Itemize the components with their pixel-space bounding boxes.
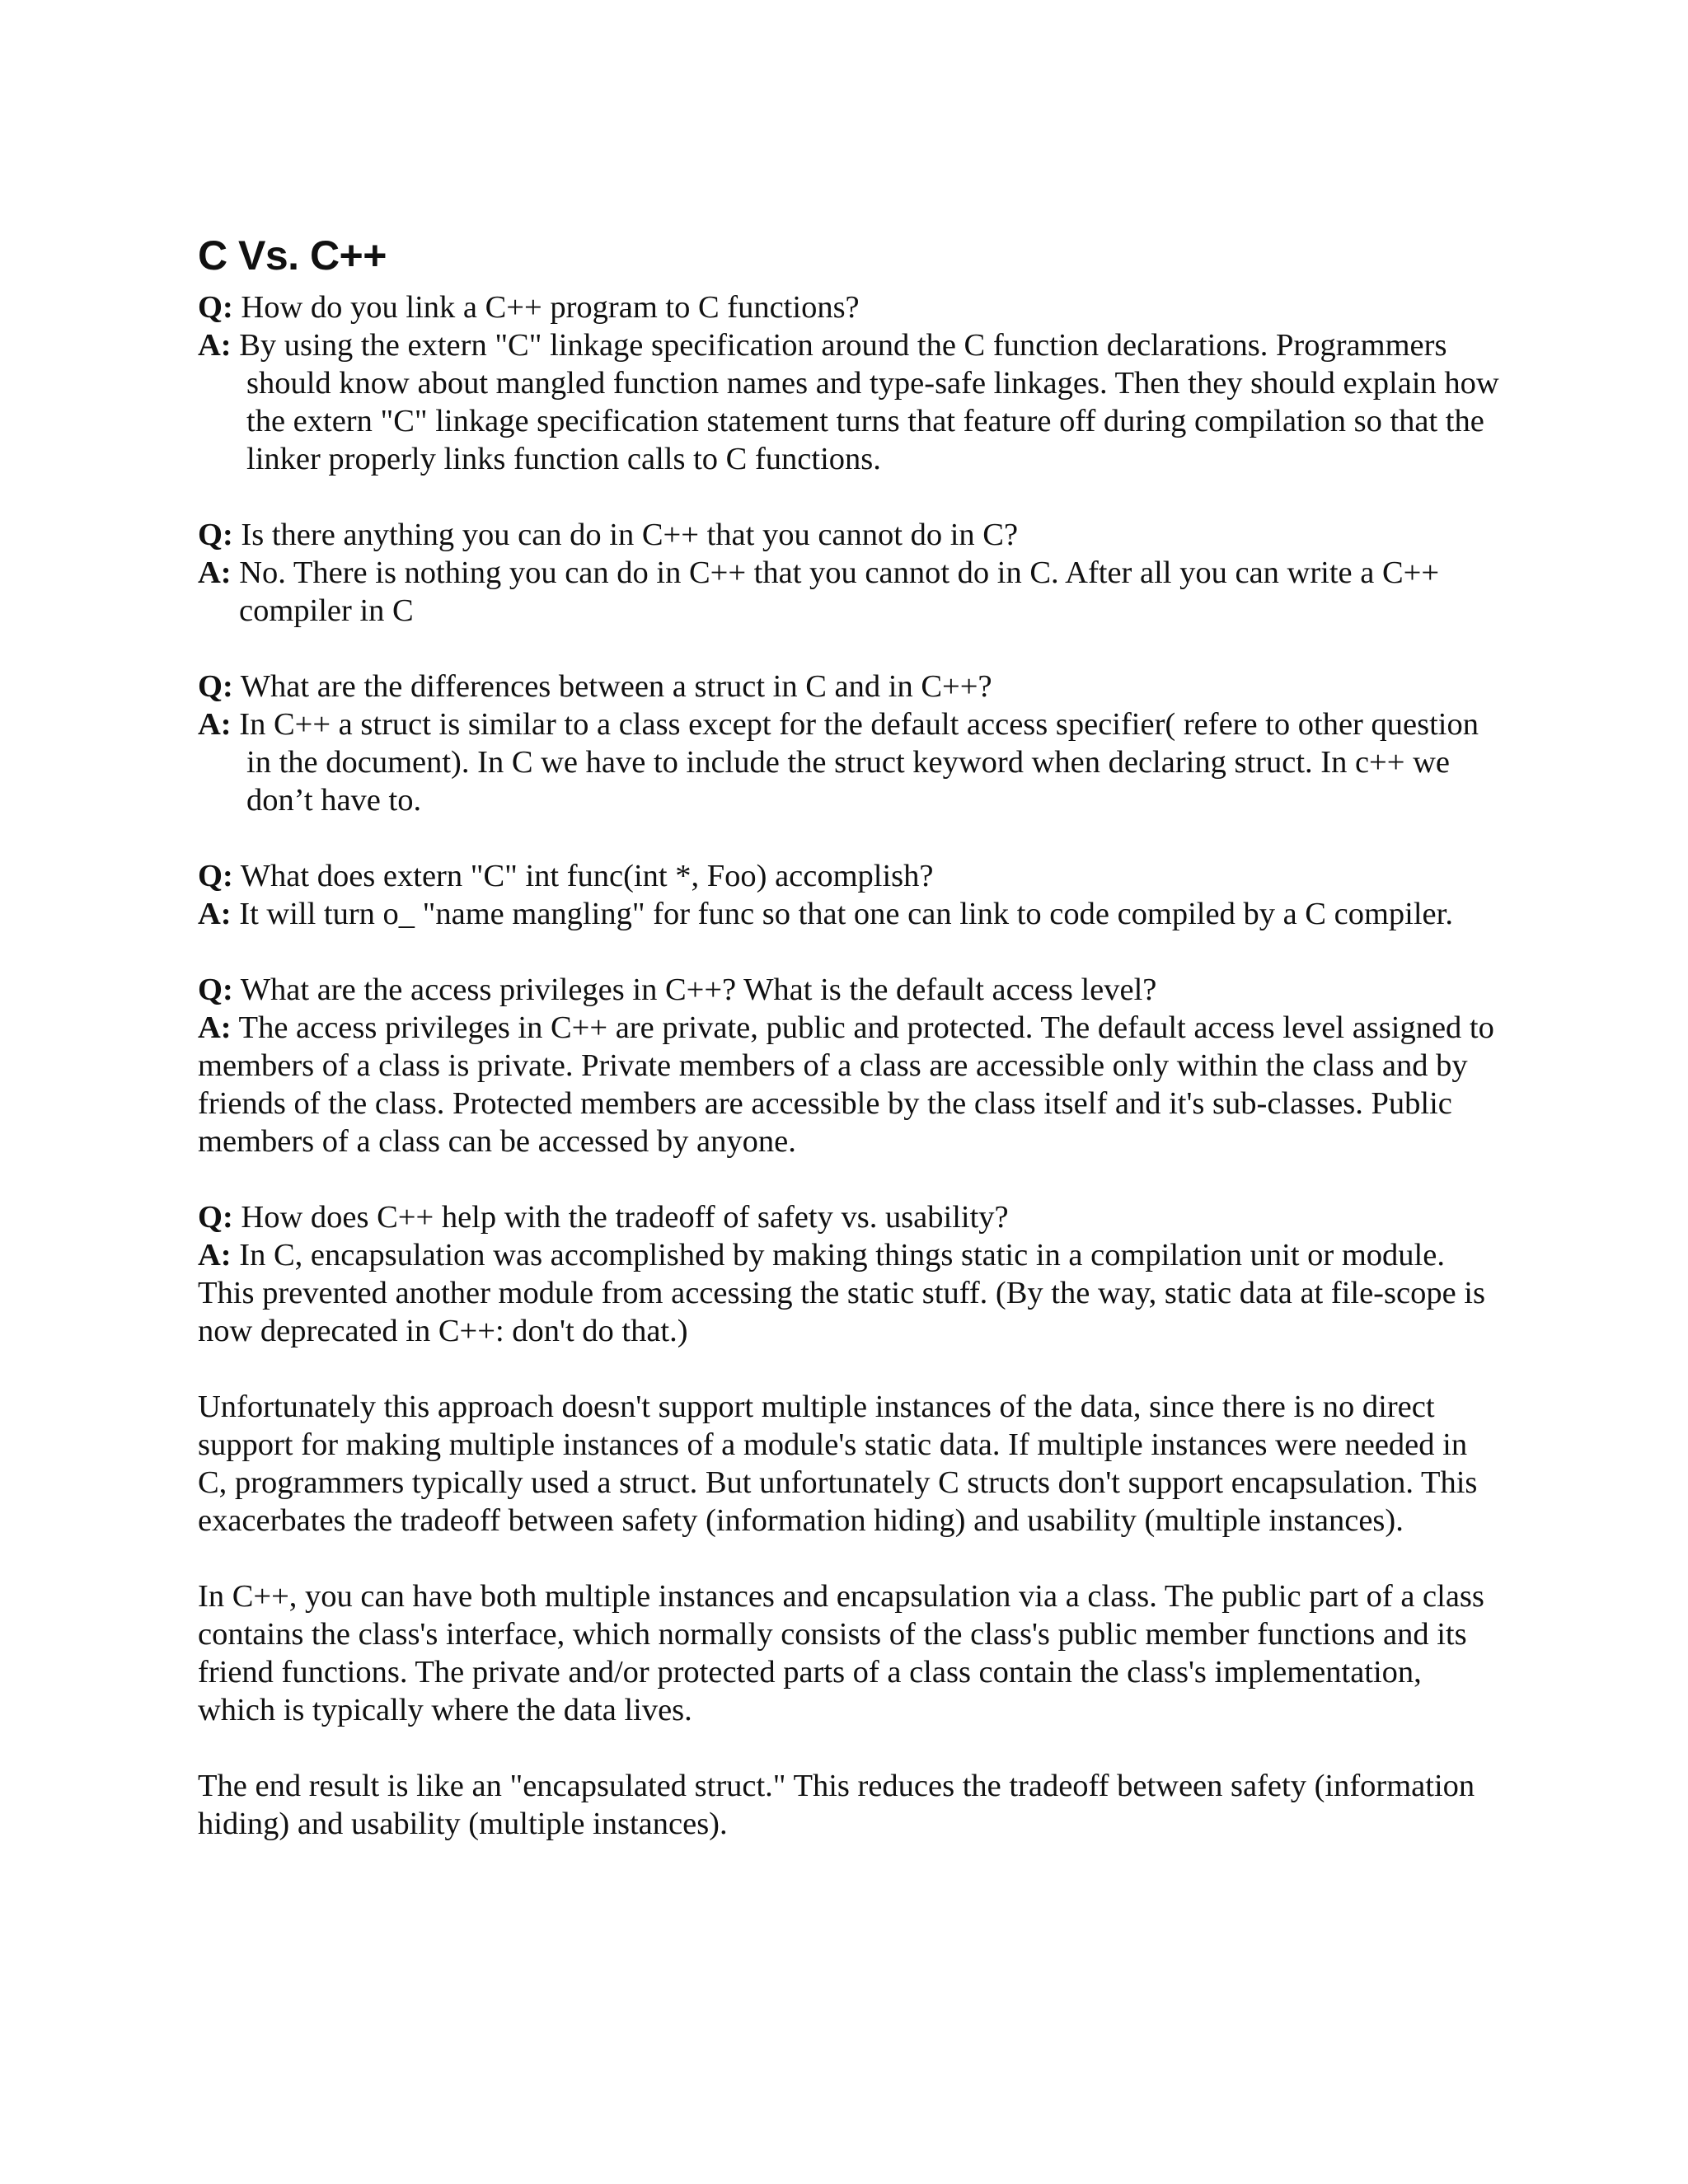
answer-text: In C, encapsulation was accomplished by making things static in a compilation unit or module. This prevented another module from accessing the static stuff. (By the way, static data at file-scope is now deprecated in C++: don't do that.): [198, 1238, 1493, 1348]
document-page: [198, 231, 1507, 1881]
qa-item: [198, 516, 1500, 630]
answer-tag: A:: [198, 707, 232, 742]
qa-item: [198, 971, 1503, 1160]
body-paragraph: The end result is like an "encapsulated struct." This reduces the tradeoff between safety (information hiding) and usability (multiple instances).: [198, 1769, 1475, 1841]
question-tag: Q:: [198, 290, 233, 325]
question-text: What are the differences between a struct in C and in C++?: [232, 669, 992, 704]
qa-item: [198, 857, 1500, 933]
question-text: How does C++ help with the tradeoff of safety vs. usability?: [232, 1200, 1009, 1235]
answer-tag: A:: [198, 555, 232, 590]
answer-tag: A:: [198, 1010, 232, 1045]
body-paragraph: Unfortunately this approach doesn't support multiple instances of the data, since there is no direct support for making multiple instances of a module's static data. If multiple instances were needed in C, programmers typically used a struct. But unfortunately C structs don't support encapsulation. This exacerbates the tradeoff between safety (information hiding) and usability (multiple instances).: [198, 1390, 1478, 1538]
answer-text: By using the extern "C" linkage specification around the C function declarations. Programmers should know about mangled function names and type-safe linkages. Then they should explain how the extern "C" linkage specification statement turns that feature off during compilation so that the linker properly links function calls to C functions.: [231, 328, 1507, 476]
body-paragraph: In C++, you can have both multiple instances and encapsulation via a class. The public part of a class contains the class's interface, which normally consists of the class's public member functions and its friend functions. The private and/or protected parts of a class contain the class's implementation, which is typically where the data lives.: [198, 1579, 1484, 1727]
answer: [198, 705, 1500, 819]
answer: [198, 1236, 1500, 1350]
question: [198, 971, 1500, 1009]
question: [198, 1198, 1500, 1236]
question: [198, 668, 1500, 705]
qa-item: [198, 668, 1500, 819]
question-tag: Q:: [198, 972, 233, 1007]
answer-tag: A:: [198, 328, 232, 363]
answer-tag: A:: [198, 897, 232, 931]
question-tag: Q:: [198, 669, 233, 704]
question: [198, 516, 1500, 554]
question-text: Is there anything you can do in C++ that you cannot do in C?: [232, 518, 1019, 552]
question: [198, 857, 1500, 895]
question-tag: Q:: [198, 1200, 233, 1235]
question-tag: Q:: [198, 518, 233, 552]
answer-text: It will turn o_ "name mangling" for func so that one can link to code compiled by a C compiler.: [231, 897, 1453, 931]
question-text: How do you link a C++ program to C functions?: [232, 290, 860, 325]
answer-text: In C++ a struct is similar to a class except for the default access specifier( refere to other question in the document). In C we have to include the struct keyword when declaring struct. In c++ we don’t have to.: [231, 707, 1487, 818]
answer: [198, 1009, 1503, 1160]
question-text: What are the access privileges in C++? What is the default access level?: [232, 972, 1157, 1007]
answer-text: No. There is nothing you can do in C++ that you cannot do in C. After all you can write a C++ compiler in C: [231, 555, 1447, 628]
answer: [198, 326, 1507, 478]
question: [198, 288, 1500, 326]
qa-item: [198, 288, 1507, 478]
answer-tag: A:: [198, 1238, 232, 1272]
page-title: C Vs. C++: [198, 232, 387, 279]
answer: [198, 554, 1500, 630]
qa-item: [198, 1198, 1500, 1350]
answer-text: The access privileges in C++ are private, public and protected. The default access level assigned to members of a class is private. Private members of a class are accessible only within the class and by friends of the class. Protected members are accessible by the class itself and it's sub-classes. Public members of a class can be accessed by anyone.: [198, 1010, 1503, 1159]
question-tag: Q:: [198, 859, 233, 893]
question-text: What does extern "C" int func(int *, Foo) accomplish?: [232, 859, 934, 893]
answer: [198, 895, 1500, 933]
